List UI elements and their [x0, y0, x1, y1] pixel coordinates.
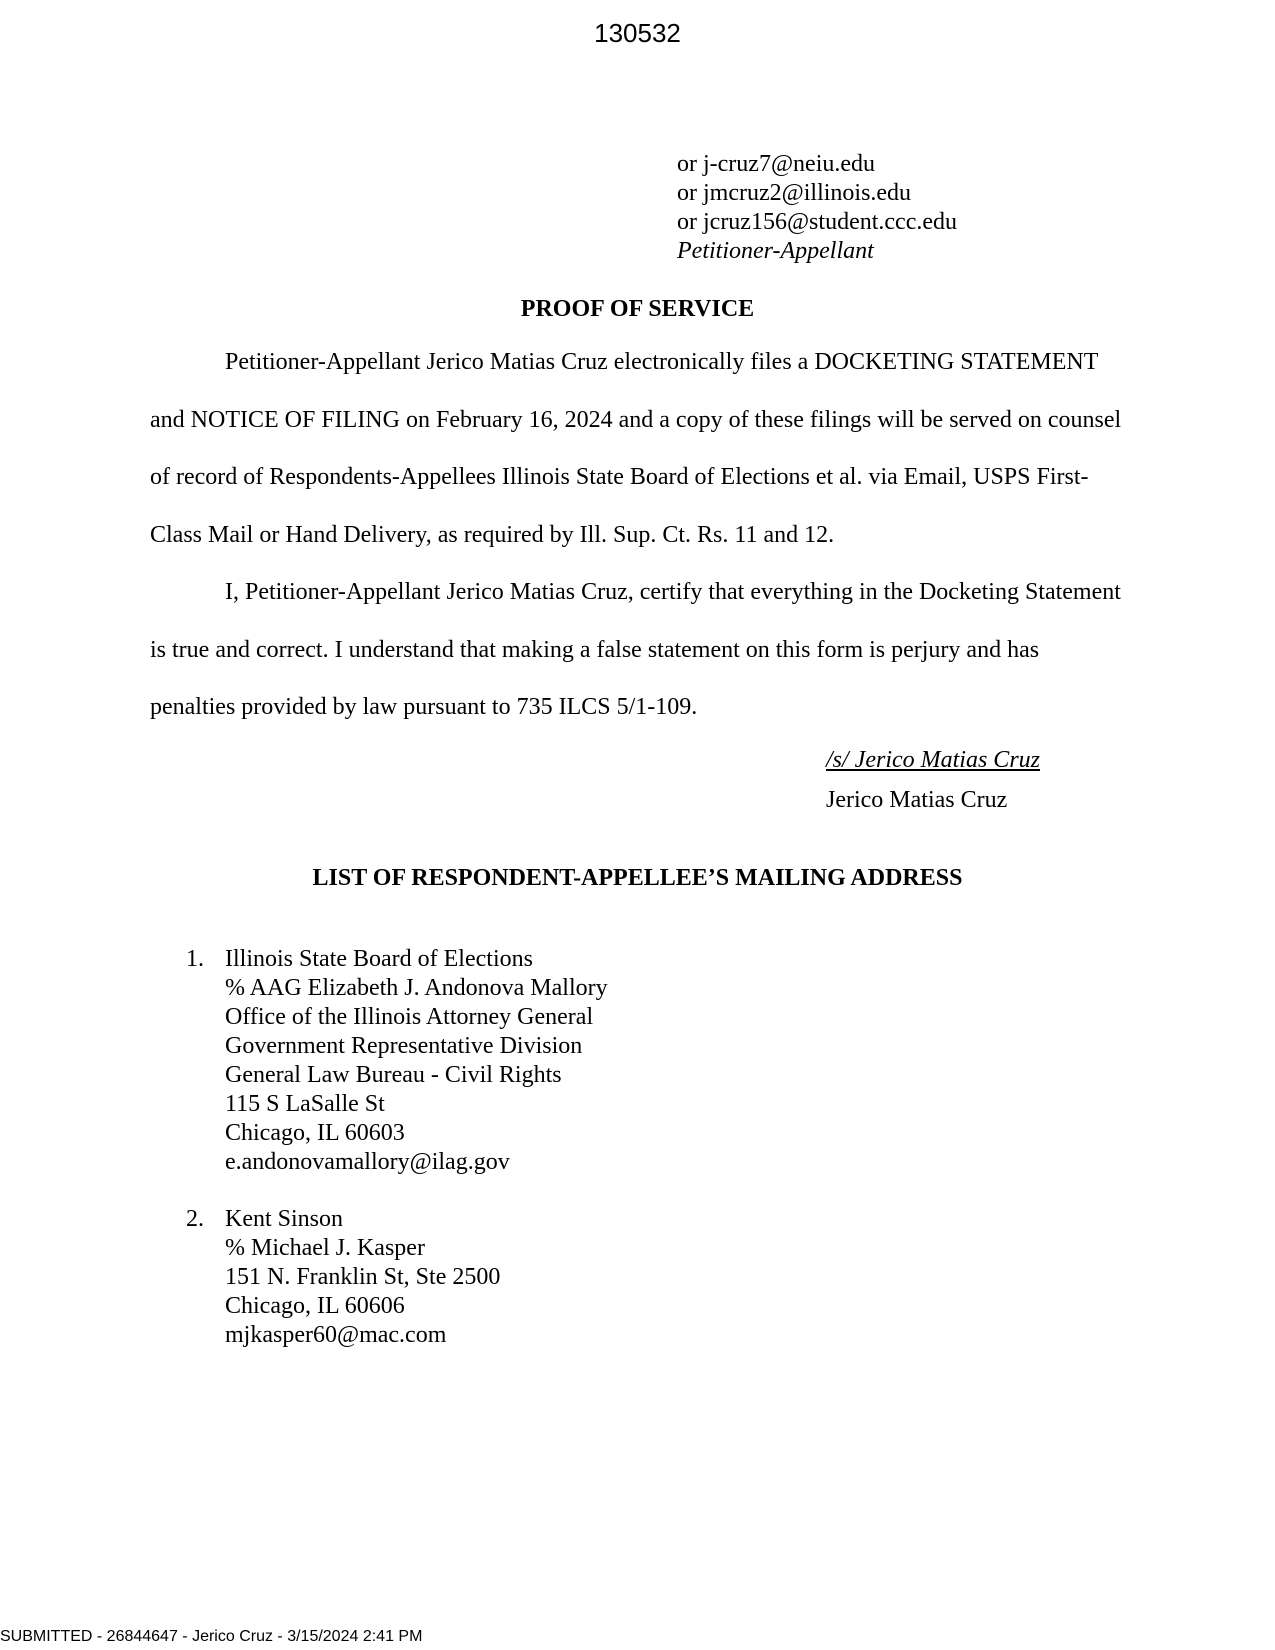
address-line: Illinois State Board of Elections: [225, 946, 533, 972]
document-number: 130532: [594, 18, 681, 48]
address-line: 115 S LaSalle St: [225, 1091, 385, 1117]
submission-stamp: SUBMITTED - 26844647 - Jerico Cruz - 3/15/2024 2:41 PM: [0, 1628, 423, 1645]
address-line: Government Representative Division: [225, 1033, 583, 1059]
address-entry-number: 1.: [186, 946, 204, 972]
address-line: % AAG Elizabeth J. Andonova Mallory: [225, 975, 608, 1001]
address-line: General Law Bureau - Civil Rights: [225, 1062, 562, 1088]
proof-of-service-heading: PROOF OF SERVICE: [520, 296, 755, 322]
contact-role: Petitioner-Appellant: [677, 238, 874, 264]
address-entry-lines: [225, 945, 608, 1177]
address-entry-lines: [225, 1205, 500, 1350]
address-line: Office of the Illinois Attorney General: [225, 1004, 594, 1030]
contact-email-2: or jmcruz2@illinois.edu: [677, 180, 912, 206]
address-email: e.andonovamallory@ilag.gov: [225, 1149, 510, 1175]
electronic-signature: /s/ Jerico Matias Cruz: [826, 747, 1040, 773]
address-line: 151 N. Franklin St, Ste 2500: [225, 1264, 501, 1290]
address-line: % Michael J. Kasper: [225, 1235, 425, 1261]
mailing-address-heading: LIST OF RESPONDENT-APPELLEE’S MAILING ADDRESS: [312, 865, 963, 891]
proof-of-service-paragraph-filing: Petitioner-Appellant Jerico Matias Cruz electronically files a DOCKETING STATEMENT and NOTICE OF FILING on February 16, 2024 and a copy of these filings will be served on counsel of record of Respondents-Appellees Illinois State Board of Elections et al. via Email, USPS First-Class Mail or Hand Delivery, as required by Ill. Sup. Ct. Rs. 11 and 12.: [150, 349, 1122, 548]
signature-block: [826, 740, 1040, 820]
address-email: mjkasper60@mac.com: [225, 1322, 447, 1348]
proof-of-service-paragraph-certification: I, Petitioner-Appellant Jerico Matias Cruz, certify that everything in the Docketing Statement is true and correct. I understand that making a false statement on this form is perjury and has penalties provided by law pursuant to 735 ILCS 5/1-109.: [150, 579, 1121, 720]
address-line: Chicago, IL 60606: [225, 1293, 405, 1319]
contact-email-3: or jcruz156@student.ccc.edu: [677, 209, 957, 235]
address-line: Kent Sinson: [225, 1206, 344, 1232]
contact-block: [677, 150, 957, 266]
signer-name: Jerico Matias Cruz: [826, 787, 1008, 813]
address-entry-number: 2.: [186, 1206, 204, 1232]
contact-email-1: or j-cruz7@neiu.edu: [677, 151, 876, 177]
address-line: Chicago, IL 60603: [225, 1120, 405, 1146]
